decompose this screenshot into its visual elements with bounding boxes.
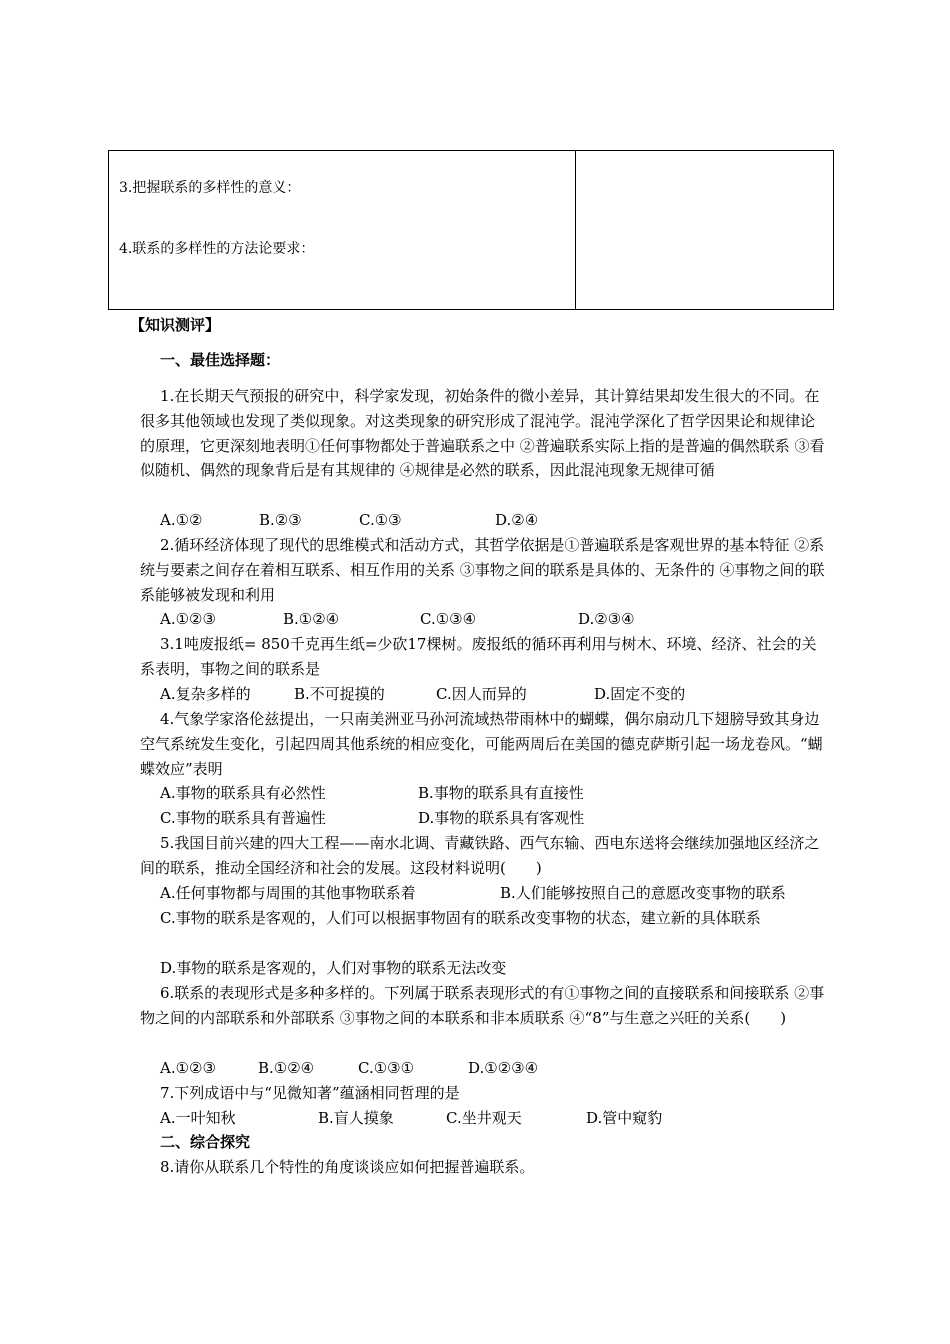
table-row-3: 3.把握联系的多样性的意义： (119, 180, 301, 196)
part2-title: 二、综合探究 (160, 1133, 251, 1151)
q7-option-d: D.管中窥豹 (586, 1109, 663, 1127)
q6-option-c: C.①③① (358, 1059, 415, 1077)
q3-option-c: C.因人而异的 (436, 685, 527, 703)
q2-option-c: C.①③④ (420, 610, 477, 628)
q1-option-a: A.①② (160, 511, 203, 529)
q1-option-c: C.①③ (359, 511, 402, 529)
q3-option-b: B.不可捉摸的 (294, 685, 385, 703)
q3-option-a: A.复杂多样的 (160, 685, 251, 703)
question-6-stem: 6.联系的表现形式是多种多样的。下列属于联系表现形式的有①事物之间的直接联系和间接联系 ②事物之间的内部联系和外部联系 ③事物之间的本联系和非本质联系 ④“8”与生意之兴旺的关系( ) (140, 984, 825, 1027)
q7-option-b: B.盲人摸象 (318, 1109, 394, 1127)
question-1-stem: 1.在长期天气预报的研究中，科学家发现，初始条件的微小差异，其计算结果却发生很大的不同。在很多其他领域也发现了类似现象。对这类现象的研究形成了混沌学。混沌学深化了哲学因果论和规律论的原理，它更深刻地表明①任何事物都处于普遍联系之中 ②普遍联系实际上指的是普遍的偶然联系 ③看似随机、偶然的现象背后是有其规律的 ④规律是必然的联系，因此混沌现象无规律可循 (140, 387, 825, 480)
question-7-stem: 7.下列成语中与“见微知著”蕴涵相同哲理的是 (160, 1084, 460, 1102)
question-5-stem: 5.我国目前兴建的四大工程——南水北调、青藏铁路、西气东输、西电东送将会继续加强地区经济之间的联系，推动全国经济和社会的发展。这段材料说明( ) (140, 834, 820, 877)
q5-option-c: C.事物的联系是客观的，人们可以根据事物固有的联系改变事物的状态，建立新的具体联系 (160, 909, 761, 927)
table-right-cell (576, 151, 834, 310)
q7-option-a: A.一叶知秋 (160, 1109, 236, 1127)
q4-option-c: C.事物的联系具有普遍性 (160, 809, 326, 827)
q1-option-b: B.②③ (259, 511, 302, 529)
q2-option-d: D.②③④ (578, 610, 635, 628)
part1-title: 一、最佳选择题： (160, 351, 281, 369)
q1-option-d: D.②④ (495, 511, 539, 529)
q2-option-a: A.①②③ (160, 610, 216, 628)
q4-option-d: D.事物的联系具有客观性 (418, 809, 585, 827)
q6-option-d: D.①②③④ (468, 1059, 539, 1077)
question-2-stem: 2.循环经济体现了现代的思维模式和活动方式，其哲学依据是①普遍联系是客观世界的基本特征 ②系统与要素之间存在着相互联系、相互作用的关系 ③事物之间的联系是具体的、无条件的 ④事物之间的联系能够被发现和利用 (140, 536, 825, 604)
q5-option-d: D.事物的联系是客观的，人们对事物的联系无法改变 (160, 959, 507, 977)
q6-option-a: A.①②③ (160, 1059, 216, 1077)
answer-table (108, 150, 834, 310)
table-row-4: 4.联系的多样性的方法论要求： (119, 241, 315, 257)
q5-option-b: B.人们能够按照自己的意愿改变事物的联系 (500, 884, 786, 902)
table-left-cell (109, 151, 576, 310)
q2-option-b: B.①②④ (283, 610, 340, 628)
q4-option-a: A.事物的联系具有必然性 (160, 784, 326, 802)
q7-option-c: C.坐井观天 (446, 1109, 522, 1127)
q5-option-a: A.任何事物都与周围的其他事物联系着 (160, 884, 416, 902)
question-8: 8.请你从联系几个特性的角度谈谈应如何把握普遍联系。 (160, 1158, 535, 1176)
question-3-stem: 3.1吨废报纸= 850千克再生纸=少砍17棵树。废报纸的循环再利用与树木、环境、经济、社会的关系表明，事物之间的联系是 (140, 635, 817, 678)
q6-option-b: B.①②④ (258, 1059, 315, 1077)
q4-option-b: B.事物的联系具有直接性 (418, 784, 584, 802)
question-4-stem: 4.气象学家洛伦兹提出，一只南美洲亚马孙河流域热带雨林中的蝴蝶，偶尔扇动几下翅膀导致其身边空气系统发生变化，引起四周其他系统的相应变化，可能两周后在美国的德克萨斯引起一场龙卷风。“蝴蝶效应”表明 (140, 710, 823, 778)
q3-option-d: D.固定不变的 (594, 685, 686, 703)
section-title: 【知识测评】 (130, 316, 221, 334)
